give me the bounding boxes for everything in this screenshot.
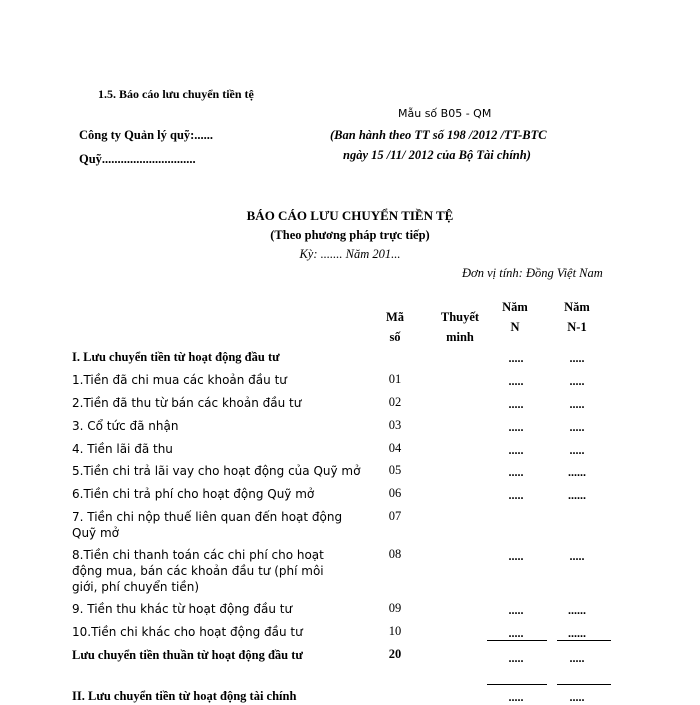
row-value-year-n1: ...... [568, 626, 586, 640]
row-value-year-n: ..... [508, 465, 524, 479]
total-rule-year-n1 [557, 684, 611, 685]
row-code: 08 [388, 547, 402, 561]
row-code: 06 [388, 486, 402, 500]
row-value-year-n: ..... [508, 690, 524, 704]
subtotal-rule-year-n1 [557, 640, 611, 641]
row-value-year-n: ..... [508, 603, 524, 617]
row-label: 4. Tiền lãi đã thu [72, 442, 173, 456]
row-code: 04 [388, 441, 402, 455]
row-value-year-n1: ..... [569, 443, 585, 457]
column-header-year-n1-line2: N-1 [567, 320, 587, 334]
row-label: 7. Tiền chi nộp thuế liên quan đến hoạt động Quỹ mở [72, 510, 343, 540]
section-heading-investing: I. Lưu chuyển tiền từ hoạt động đầu tư [72, 350, 280, 364]
row-code: 01 [388, 372, 402, 386]
row-code: 07 [388, 509, 402, 523]
row-label: 10.Tiền chi khác cho hoạt động đầu tư [72, 625, 303, 639]
row-code: 10 [388, 624, 402, 638]
company-line: Công ty Quản lý quỹ:...... [79, 128, 214, 142]
column-header-year-n-line2: N [510, 320, 520, 334]
row-value-year-n: ..... [508, 374, 524, 388]
row-value-year-n: ..... [508, 443, 524, 457]
row-value-year-n: ..... [508, 420, 524, 434]
column-header-note-line1: Thuyết [440, 310, 480, 324]
row-code: 02 [388, 395, 402, 409]
row-label: 5.Tiền chi trả lãi vay cho hoạt động của Quỹ mở [72, 464, 361, 478]
issued-line-1: (Ban hành theo TT số 198 /2012 /TT-BTC [330, 128, 547, 142]
form-code: Mẫu số B05 - QM [398, 107, 492, 120]
row-value-year-n: ..... [508, 549, 524, 563]
column-header-year-n [490, 297, 540, 337]
column-header-year-n1-line1: Năm [564, 300, 590, 314]
row-value-year-n1: ..... [569, 397, 585, 411]
row-label: 8.Tiền chi thanh toán các chi phí cho hoạt động mua, bán các khoản đầu tư (phí môi giới, phí chuyển tiền) [72, 548, 324, 594]
row-label: 6.Tiền chi trả phí cho hoạt động Quỹ mở [72, 487, 315, 501]
report-title: BÁO CÁO LƯU CHUYỂN TIỀN TỆ [246, 208, 454, 223]
total-rule-year-n [487, 684, 547, 685]
row-value-year-n1: ..... [569, 651, 585, 665]
report-period: Kỳ: ....... Năm 201... [299, 247, 401, 261]
row-label: 9. Tiền thu khác từ hoạt động đầu tư [72, 602, 293, 616]
row-value-year-n: ..... [508, 488, 524, 502]
column-header-note-line2: minh [446, 330, 474, 344]
row-label: 1.Tiền đã chi mua các khoản đầu tư [72, 373, 287, 387]
column-header-code [376, 307, 414, 347]
row-value-year-n: ..... [508, 651, 524, 665]
row-value-year-n1: ..... [569, 549, 585, 563]
row-value-year-n: ..... [508, 351, 524, 365]
issued-line-2: ngày 15 /11/ 2012 của Bộ Tài chính) [343, 148, 531, 162]
row-value-year-n: ..... [508, 626, 524, 640]
fund-line: Quỹ.............................. [79, 152, 196, 166]
row-value-year-n1: ...... [568, 603, 586, 617]
row-value-year-n1: ...... [568, 488, 586, 502]
row-value-year-n1: ..... [569, 690, 585, 704]
row-value-year-n1: ..... [569, 374, 585, 388]
section-title: 1.5. Báo cáo lưu chuyển tiền tệ [98, 87, 254, 101]
column-header-year-n1 [547, 297, 607, 337]
column-header-code-line1: Mã [385, 310, 405, 324]
column-header-year-n-line1: Năm [502, 300, 528, 314]
subtotal-rule-year-n [487, 640, 547, 641]
row-code: 20 [388, 647, 402, 661]
section-heading-financing: II. Lưu chuyển tiền từ hoạt động tài chính [72, 689, 297, 703]
row-code: 05 [388, 463, 402, 477]
row-value-year-n1: ...... [568, 465, 586, 479]
net-investing-cashflow-label: Lưu chuyển tiền thuần từ hoạt động đầu tư [72, 648, 303, 662]
row-label: 2.Tiền đã thu từ bán các khoản đầu tư [72, 396, 302, 410]
row-code: 09 [388, 601, 402, 615]
column-header-note [428, 307, 492, 347]
report-subtitle: (Theo phương pháp trực tiếp) [270, 228, 430, 242]
currency-unit: Đơn vị tính: Đồng Việt Nam [462, 266, 603, 280]
row-label: 3. Cổ tức đã nhận [72, 419, 179, 433]
column-header-code-line2: số [389, 330, 401, 344]
row-value-year-n1: ..... [569, 351, 585, 365]
row-value-year-n: ..... [508, 397, 524, 411]
row-value-year-n1: ..... [569, 420, 585, 434]
row-code: 03 [388, 418, 402, 432]
